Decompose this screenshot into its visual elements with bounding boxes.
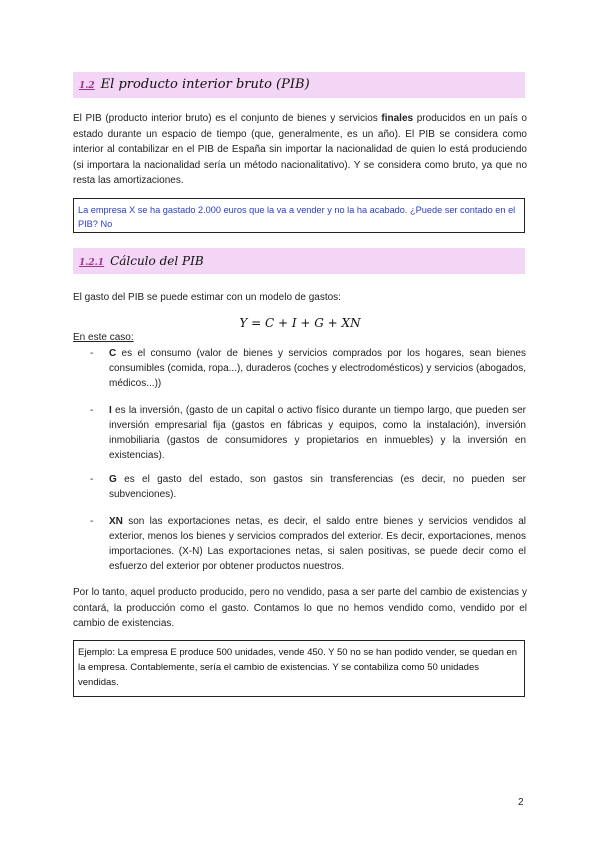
intro-paragraph [73, 111, 527, 189]
section-title: Cálculo del PIB [110, 254, 204, 268]
bullet-dash: - [90, 405, 94, 416]
gasto-intro: El gasto del PIB se puede estimar con un modelo de gastos: [73, 292, 341, 303]
bullet-text: es el consumo (valor de bienes y servicios comprados por los hogares, sean bienes consumibles (comida, ropa...), duraderos (coches y electrodomésticos) y servicios (abogados, médicos...)) [109, 348, 526, 389]
case-label: En este caso: [73, 332, 134, 343]
intro-bold: finales [381, 113, 414, 124]
bullet-dash: - [90, 474, 94, 485]
section-number: 1.2 [79, 81, 95, 91]
bullet-term: C [109, 348, 117, 359]
bullet-term: XN [109, 516, 123, 527]
example-box: Ejemplo: La empresa E produce 500 unidades, vende 450. Y 50 no se han podido vender, se quedan en la empresa. Contablemente, sería el cambio de existencias. Y se contabiliza como 50 unidades vendidas. [73, 640, 525, 697]
bullet-text: es el gasto del estado, son gastos sin transferencias (es decir, no pueden ser subvenciones). [109, 474, 526, 500]
bullet-text: son las exportaciones netas, es decir, el saldo entre bienes y servicios vendidos al exterior, menos los bienes y servicios comprados del exterior. Es decir, exportaciones, menos importaciones. (X-N) Las exportaciones netas, si salen positivas, se puede decir como el esfuerzo del exterior por obtener productos nuestros. [109, 516, 526, 572]
list-item [90, 514, 526, 574]
page-number: 2 [518, 797, 524, 808]
bullet-term: I [109, 405, 112, 416]
pib-formula: Y = C + I + G + XN [239, 316, 361, 330]
intro-text-b: producidos en un país o estado durante un espacio de tiempo (que, generalmente, es un año). El PIB se considera como interior al contabilizar en el PIB de España sin importar la nacionalidad de quien lo está produciendo (si importara la nacionalidad sería un método nacionalitativo). Y se considera como bruto, ya que no resta las amortizaciones. [73, 113, 527, 186]
conclusion-paragraph: Por lo tanto, aquel producto producido, pero no vendido, pasa a ser parte del cambio de existencias y contará, la producción como el gasto. Contamos lo que no hemos vendido como, vendido por el cambio de existencias. [73, 587, 527, 629]
bullet-dash: - [90, 348, 94, 359]
question-box: La empresa X se ha gastado 2.000 euros que la va a vender y no la ha acabado. ¿Puede ser contado en el PIB? No [73, 198, 525, 233]
section-number: 1.2.1 [79, 258, 105, 268]
list-item [90, 346, 526, 391]
bullet-text: es la inversión, (gasto de un capital o activo físico durante un tiempo largo, que pueden ser inversión empresarial fija (gastos en fábricas y equipos, como la instalación), inversión inmobiliaria (gastos de consumidores y propietarios en inmuebles) y la inversión en existencias). [109, 405, 526, 461]
bullet-term: G [109, 474, 117, 485]
bullet-dash: - [90, 516, 94, 527]
list-item [90, 472, 526, 502]
section-heading-1-2-1 [73, 248, 525, 274]
section-heading-1-2 [73, 72, 525, 98]
list-item [90, 403, 526, 463]
section-title: El producto interior bruto (PIB) [100, 77, 310, 92]
intro-text-a: El PIB (producto interior bruto) es el conjunto de bienes y servicios [73, 113, 382, 124]
